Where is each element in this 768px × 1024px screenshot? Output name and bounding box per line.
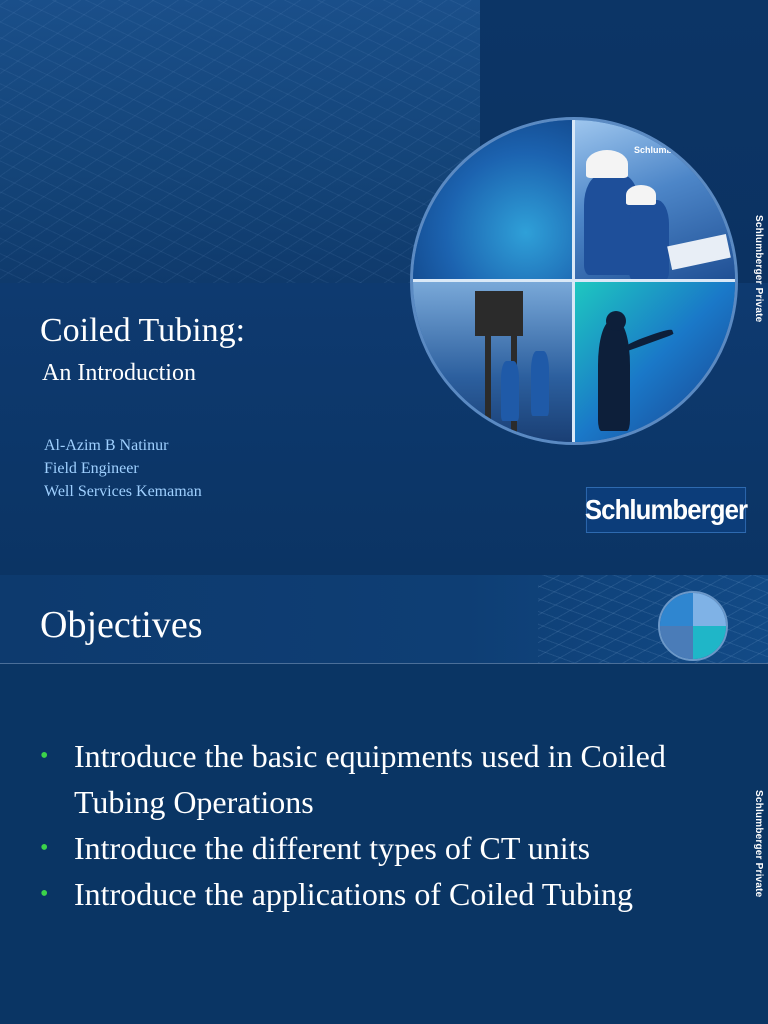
rig-structure (475, 291, 523, 336)
bullet-icon: • (40, 743, 49, 769)
worker-figure (629, 200, 669, 280)
rig-leg (485, 336, 491, 436)
worker-figure (531, 351, 549, 416)
list-item (40, 733, 690, 825)
presenter-unit: Well Services Kemaman (44, 483, 202, 500)
slide-title: Objectives (40, 604, 203, 646)
globe-earth-quadrant (413, 120, 574, 281)
helmet-logo-text: Schlumberger (634, 145, 695, 155)
worker-figure (501, 361, 519, 421)
rig-photo-quadrant (660, 626, 693, 659)
globe-divider-vertical (572, 120, 575, 442)
list-item-text: Introduce the basic equipments used in Coiled Tubing Operations (74, 738, 666, 820)
schlumberger-logo: Schlumberger (586, 487, 746, 533)
classification-label: Schlumberger Private (753, 790, 764, 898)
wireframe-background (0, 0, 480, 285)
presenter-head (606, 311, 626, 331)
document-paper (667, 234, 731, 270)
pointing-arm (624, 328, 673, 352)
objectives-slide (0, 575, 768, 1024)
list-item (40, 871, 690, 917)
classification-label: Schlumberger Private (753, 215, 764, 323)
photo-globe (410, 117, 738, 445)
slide-title: Coiled Tubing: (40, 312, 246, 349)
bullet-icon: • (40, 881, 49, 907)
objectives-list (40, 733, 690, 917)
workers-photo-quadrant (693, 593, 726, 626)
rig-photo-quadrant (413, 281, 574, 442)
list-item (40, 825, 690, 871)
hard-hat-icon (626, 185, 656, 205)
list-item-text: Introduce the different types of CT units (74, 830, 591, 866)
globe-earth-quadrant (660, 593, 693, 626)
slide-subtitle: An Introduction (42, 360, 196, 386)
slide-header (0, 575, 768, 664)
presenter-role: Field Engineer (44, 460, 139, 477)
hard-hat-icon (586, 150, 628, 178)
wireframe-background (538, 575, 768, 663)
data-display-quadrant (574, 281, 735, 442)
photo-globe-small (658, 591, 728, 661)
presenter-info (44, 434, 202, 503)
data-display-quadrant (693, 626, 726, 659)
presenter-name: Al-Azim B Natinur (44, 437, 169, 454)
bullet-icon: • (40, 835, 49, 861)
presenter-silhouette (598, 321, 630, 431)
list-item-text: Introduce the applications of Coiled Tubing (74, 876, 634, 912)
workers-photo-quadrant (574, 120, 735, 281)
